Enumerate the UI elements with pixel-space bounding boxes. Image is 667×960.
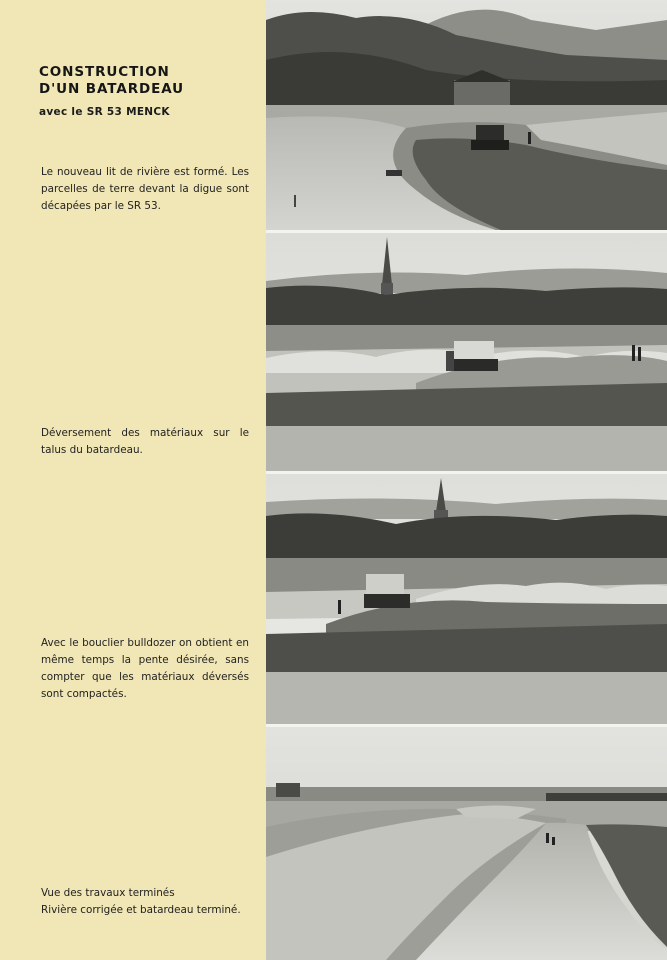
photo-1-image [266,0,667,230]
caption-2: Déversement des matériaux sur le talus du batardeau. [41,427,249,456]
photo-2-image [266,233,667,471]
caption-1: Le nouveau lit de rivière est formé. Les parcelles de terre devant la digue sont décapées par le SR 53. [41,166,249,212]
caption-4-line-2: Rivière corrigée et batardeau terminé. [41,904,241,916]
title-line-1: CONSTRUCTION [39,64,170,80]
caption-4-line-1: Vue des travaux terminés [41,887,175,899]
page-title [39,64,249,98]
title-line-2: D'UN BATARDEAU [39,81,185,97]
photo-4-image [266,727,667,960]
photo-column [266,0,667,960]
photo-3-image [266,474,667,724]
caption-4 [41,885,249,919]
photo-3-bulldozer-slope [266,474,667,724]
page-subtitle: avec le SR 53 MENCK [39,106,170,118]
caption-column [0,0,266,960]
caption-3: Avec le bouclier bulldozer on obtient en même temps la pente désirée, sans compter que les matériaux déversés sont compactés. [41,637,249,700]
photo-4-finished-works [266,727,667,960]
photo-1-river-bank-stripping [266,0,667,230]
photo-2-material-dumping [266,233,667,471]
